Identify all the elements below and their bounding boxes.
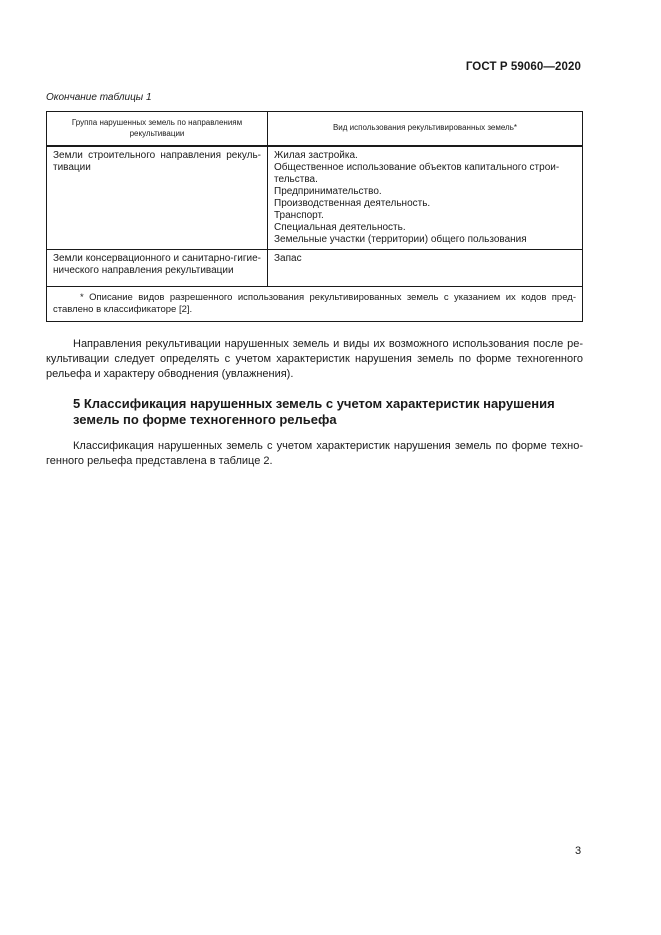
use-item: Специальная деятельность. [274,222,406,233]
use-cell [268,146,583,250]
table-footnote: * Описание видов разрешенного использования рекультивированных земель с указанием их кодов пред-ставлено в классификаторе [2]. [47,287,583,322]
document-code: ГОСТ Р 59060—2020 [465,61,581,73]
use-item: Общественное использование объектов капитального строи-тельства. [274,162,560,185]
section-heading: 5 Классификация нарушенных земель с учетом характеристик нарушения земель по форме техногенного рельефа [73,396,555,427]
body-paragraph: Направления рекультивации нарушенных земель и виды их возможного использования после ре-культивации следует определять с учетом характеристик нарушения земель по форме техногенного рельефа и характеру обводнения (увлажнения). [46,338,583,380]
use-item: Производственная деятельность. [274,198,431,209]
use-cell [268,250,583,287]
use-item: Жилая застройка. [274,150,358,161]
land-classification-table [46,111,583,322]
page-number: 3 [575,845,582,857]
use-item: Земельные участки (территории) общего пользования [274,234,527,245]
table-header-row [47,112,583,147]
use-item: Предпринимательство. [274,186,382,197]
table-footnote-row [47,287,583,322]
use-item: Запас [274,253,302,264]
table-row [47,250,583,287]
group-cell: Земли консервационного и санитарно-гигие-нического направления рекультивации [47,250,268,287]
column-header-group: Группа нарушенных земель по направлениям рекультивации [47,112,268,147]
use-item: Транспорт. [274,210,324,221]
column-header-use: Вид использования рекультивированных земель* [268,112,583,147]
table-row [47,146,583,250]
section-paragraph: Классификация нарушенных земель с учетом характеристик нарушения земель по форме техно-генного рельефа представлена в таблице 2. [46,440,583,467]
group-cell: Земли строительного направления рекуль-тивации [47,146,268,250]
table-caption: Окончание таблицы 1 [46,92,152,103]
